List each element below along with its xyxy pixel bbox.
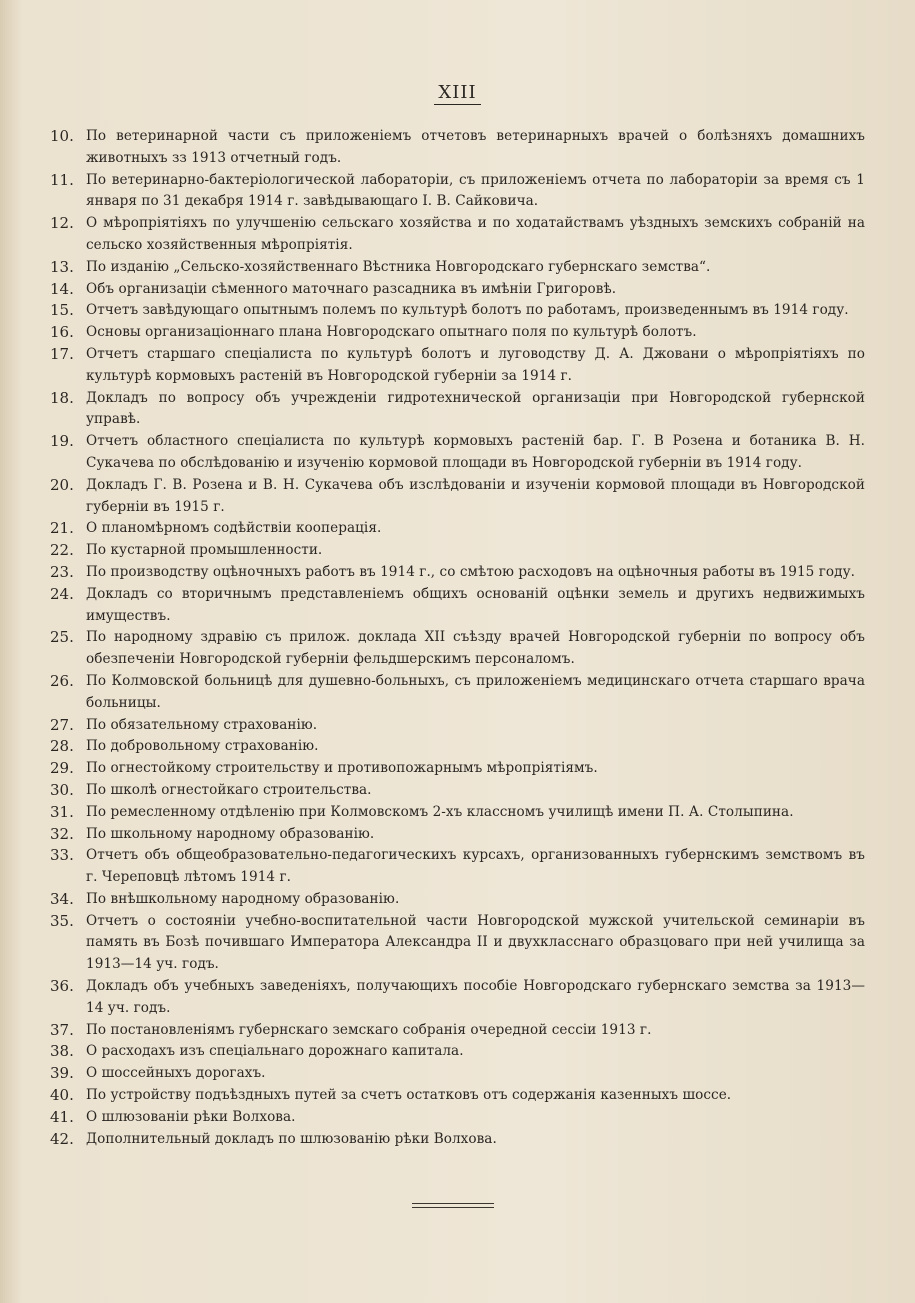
page-header <box>0 82 915 105</box>
entry-text: Докладъ по вопросу объ учрежденіи гидротехнической организаціи при Новгородской губернской управѣ. <box>86 389 865 428</box>
list-item <box>50 911 865 976</box>
entry-text: По обязательному страхованію. <box>86 716 318 733</box>
list-item <box>50 322 865 344</box>
list-item <box>50 1063 865 1085</box>
entry-number: 20. <box>50 475 74 494</box>
entry-text: Отчетъ о состояніи учебно-воспитательной части Новгородской мужской учительской семинаріи въ память въ Бозѣ почившаго Императора Александра II и двухкласснаго образцоваго при ней училища за 1913—14 уч. годъ. <box>86 912 865 973</box>
entry-text: По постановленіямъ губернскаго земскаго собранія очередной сессіи 1913 г. <box>86 1021 652 1038</box>
footer-divider <box>412 1203 494 1208</box>
entry-text: По изданію „Сельско-хозяйственнаго Вѣстника Новгородскаго губернскаго земства“. <box>86 258 711 275</box>
entry-number: 10. <box>50 127 74 145</box>
entry-text: По добровольному страхованію. <box>86 738 319 755</box>
entry-number: 35. <box>50 911 74 930</box>
list-item <box>50 170 865 214</box>
list-item <box>50 584 865 628</box>
list-item <box>50 518 865 540</box>
list-item <box>50 475 865 519</box>
entry-text: Докладъ объ учебныхъ заведеніяхъ, получающихъ пособіе Новгородскаго губернскаго земства за 1913—14 уч. годъ. <box>86 978 865 1016</box>
list-item <box>50 126 865 170</box>
entry-number: 13. <box>50 257 74 276</box>
list-item <box>50 715 865 737</box>
entry-text: Докладъ Г. В. Розена и В. Н. Сукачева объ изслѣдованіи и изученіи кормовой площади въ Новгородской губерніи въ 1915 г. <box>86 476 865 515</box>
entry-number: 39. <box>50 1064 74 1083</box>
entry-text: Докладъ со вторичнымъ представленіемъ общихъ основаній оцѣнки земель и другихъ недвижимыхъ имуществъ. <box>86 585 865 624</box>
list-item <box>50 562 865 584</box>
list-item <box>50 257 865 279</box>
list-item <box>50 300 865 322</box>
list-item <box>50 344 865 388</box>
entry-text: По внѣшкольному народному образованію. <box>86 890 400 907</box>
entry-number: 11. <box>50 170 74 189</box>
entry-number: 42. <box>50 1129 74 1148</box>
list-item <box>50 279 865 301</box>
entry-text: О расходахъ изъ спеціальнаго дорожнаго капитала. <box>86 1043 464 1060</box>
entry-list <box>50 126 865 1150</box>
list-item <box>50 758 865 780</box>
entry-number: 17. <box>50 344 74 363</box>
list-item <box>50 780 865 802</box>
entry-number: 29. <box>50 759 74 778</box>
list-item <box>50 540 865 562</box>
list-item <box>50 1041 865 1063</box>
entry-number: 24. <box>50 584 74 603</box>
list-item <box>50 671 865 715</box>
entry-number: 34. <box>50 889 74 908</box>
entry-text: О шлюзованіи рѣки Волхова. <box>86 1108 296 1125</box>
entry-number: 40. <box>50 1086 74 1105</box>
entry-text: По производству оцѣночныхъ работъ въ 1914 г., со смѣтою расходовъ на оцѣночныя работы въ 1915 году. <box>86 563 855 580</box>
entry-text: О мѣропріятіяхъ по улучшенію сельскаго хозяйства и по ходатайствамъ уѣздныхъ земскихъ собраній на сельско хозяйственныя мѣропріятія. <box>86 215 865 253</box>
entry-number: 31. <box>50 802 74 821</box>
entry-text: По ветеринарно-бактеріологической лабораторіи, съ приложеніемъ отчета по лабораторіи за время съ 1 января по 31 декабря 1914 г. завѣдывающаго І. В. Сайковича. <box>86 171 865 210</box>
entry-text: Основы организаціоннаго плана Новгородскаго опытнаго поля по культурѣ болотъ. <box>86 324 697 341</box>
entry-text: По Колмовской больницѣ для душевно-больныхъ, съ приложеніемъ медицинскаго отчета старшаго врача больницы. <box>86 672 865 711</box>
entry-number: 23. <box>50 562 74 581</box>
entry-number: 25. <box>50 628 74 647</box>
list-item <box>50 1020 865 1042</box>
list-item <box>50 1107 865 1129</box>
entry-text: По ветеринарной части съ приложеніемъ отчетовъ ветеринарныхъ врачей о болѣзняхъ домашнихъ животныхъ зз 1913 отчетный годъ. <box>86 128 865 166</box>
entry-text: По устройству подъѣздныхъ путей за счетъ остатковъ отъ содержанія казенныхъ шоссе. <box>86 1087 732 1104</box>
list-item <box>50 976 865 1020</box>
entry-number: 41. <box>50 1107 74 1126</box>
entry-number: 12. <box>50 214 74 233</box>
list-item <box>50 431 865 475</box>
entry-number: 28. <box>50 737 74 756</box>
entry-number: 18. <box>50 388 74 407</box>
entry-number: 15. <box>50 301 74 320</box>
list-item <box>50 845 865 889</box>
entry-number: 30. <box>50 780 74 799</box>
entry-number: 16. <box>50 323 74 342</box>
entry-text: По ремесленному отдѣленію при Колмовскомъ 2-хъ классномъ училищѣ имени П. А. Столыпина. <box>86 803 794 820</box>
entry-text: О планомѣрномъ содѣйствіи кооперація. <box>86 520 382 537</box>
entry-number: 33. <box>50 846 74 865</box>
entry-text: Отчетъ старшаго спеціалиста по культурѣ болотъ и луговодству Д. А. Джовани о мѣропріятіяхъ по культурѣ кормовыхъ растеній въ Новгородской губерніи за 1914 г. <box>86 345 865 384</box>
list-item <box>50 824 865 846</box>
list-item <box>50 213 865 257</box>
entry-text: Отчетъ объ общеобразовательно-педагогическихъ курсахъ, организованныхъ губернскимъ земствомъ въ г. Череповцѣ лѣтомъ 1914 г. <box>86 847 865 886</box>
list-item <box>50 889 865 911</box>
entry-text: Отчетъ завѣдующаго опытнымъ полемъ по культурѣ болотъ по работамъ, произведеннымъ въ 1914 году. <box>86 302 849 319</box>
entry-number: 32. <box>50 824 74 843</box>
entry-text: По школѣ огнестойкаго строительства. <box>86 781 372 798</box>
entry-text: По кустарной промышленности. <box>86 542 323 559</box>
list-item <box>50 627 865 671</box>
entry-text: По школьному народному образованію. <box>86 825 375 842</box>
entry-number: 21. <box>50 519 74 538</box>
page-number: XIII <box>434 82 480 105</box>
entry-number: 38. <box>50 1042 74 1061</box>
entry-number: 27. <box>50 715 74 734</box>
entry-number: 14. <box>50 279 74 298</box>
entry-number: 22. <box>50 541 74 560</box>
entry-text: Объ организаціи сѣменного маточнаго разсадника въ имѣніи Григоровѣ. <box>86 280 617 297</box>
entry-number: 36. <box>50 977 74 996</box>
entry-number: 19. <box>50 432 74 451</box>
entry-text: Отчетъ областного спеціалиста по культурѣ кормовыхъ растеній бар. Г. В Розена и ботаника В. Н. Сукачева по обслѣдованію и изученію кормовой площади въ Новгородской губерніи въ 1914 году. <box>86 433 865 471</box>
entry-text: О шоссейныхъ дорогахъ. <box>86 1065 266 1082</box>
list-item <box>50 736 865 758</box>
list-item <box>50 1129 865 1151</box>
entry-text: Дополнительный докладъ по шлюзованію рѣки Волхова. <box>86 1130 497 1147</box>
entry-number: 37. <box>50 1020 74 1039</box>
list-item <box>50 1085 865 1107</box>
entry-number: 26. <box>50 671 74 690</box>
list-item <box>50 388 865 432</box>
entry-text: По народному здравію съ прилож. доклада XII съѣзду врачей Новгородской губерніи по вопросу объ обезпеченіи Новгородской губерніи фельдшерскимъ персоналомъ. <box>86 629 865 668</box>
list-item <box>50 802 865 824</box>
entry-text: По огнестойкому строительству и противопожарнымъ мѣропріятіямъ. <box>86 760 598 777</box>
